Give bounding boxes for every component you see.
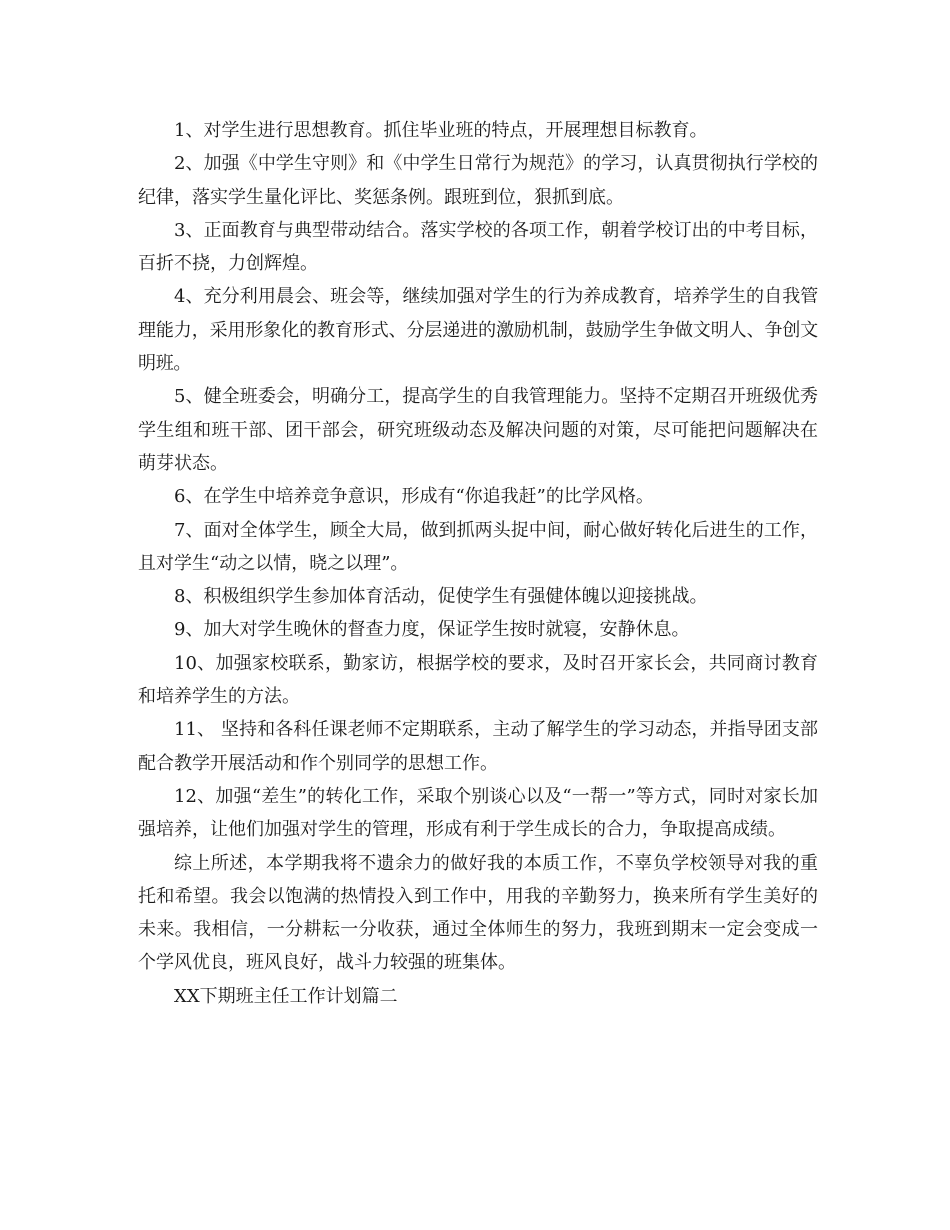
- section-heading: XX下期班主任工作计划篇二: [174, 985, 398, 1007]
- paragraph-2: 2、加强《中学生守则》和《中学生日常行为规范》的学习，认真贯彻执行学校的纪律，落实学生量化评比、奖惩条例。跟班到位，狠抓到底。: [138, 153, 818, 208]
- paragraph-1: 1、对学生进行思想教育。抓住毕业班的特点，开展理想目标教育。: [174, 120, 708, 141]
- paragraph-11: 11、 坚持和各科任课老师不定期联系，主动了解学生的学习动态，并指导团支部配合教学开展活动和作个别同学的思想工作。: [138, 719, 818, 774]
- paragraph-8: 8、积极组织学生参加体育活动，促使学生有强健体魄以迎接挑战。: [174, 586, 708, 608]
- paragraph-10: 10、加强家校联系，勤家访，根据学校的要求，及时召开家长会，共同商讨教育和培养学生的方法。: [138, 652, 818, 708]
- paragraph-3: 3、正面教育与典型带动结合。落实学校的各项工作，朝着学校订出的中考目标，百折不挠，力创辉煌。: [138, 219, 818, 275]
- paragraph-12: 12、加强“差生”的转化工作，采取个别谈心以及“一帮一”等方式，同时对家长加强培养，让他们加强对学生的管理，形成有利于学生成长的合力，争取提高成绩。: [138, 785, 818, 841]
- paragraph-5: 5、健全班委会，明确分工，提高学生的自我管理能力。坚持不定期召开班级优秀学生组和班干部、团干部会，研究班级动态及解决问题的对策，尽可能把问题解决在萌芽状态。: [138, 386, 818, 474]
- paragraph-4: 4、充分利用晨会、班会等，继续加强对学生的行为养成教育，培养学生的自我管理能力，采用形象化的教育形式、分层递进的激励机制，鼓励学生争做文明人、争创文明班。: [138, 286, 818, 375]
- paragraph-6: 6、在学生中培养竞争意识，形成有“你追我赶”的比学风格。: [174, 486, 654, 508]
- paragraph-9: 9、加大对学生晚休的督查力度，保证学生按时就寝，安静休息。: [174, 619, 690, 641]
- document-body: [138, 114, 818, 1013]
- paragraph-summary: 综上所述，本学期我将不遗余力的做好我的本质工作，不辜负学校领导对我的重托和希望。我会以饱满的热情投入到工作中，用我的辛勤努力，换来所有学生美好的未来。我相信，一分耕耘一分收获，通过全体师生的努力，我班到期末一定会变成一个学风优良，班风良好，战斗力较强的班集体。: [138, 852, 818, 974]
- paragraph-7: 7、面对全体学生，顾全大局，做到抓两头捉中间，耐心做好转化后进生的工作，且对学生“动之以情，晓之以理”。: [138, 519, 818, 574]
